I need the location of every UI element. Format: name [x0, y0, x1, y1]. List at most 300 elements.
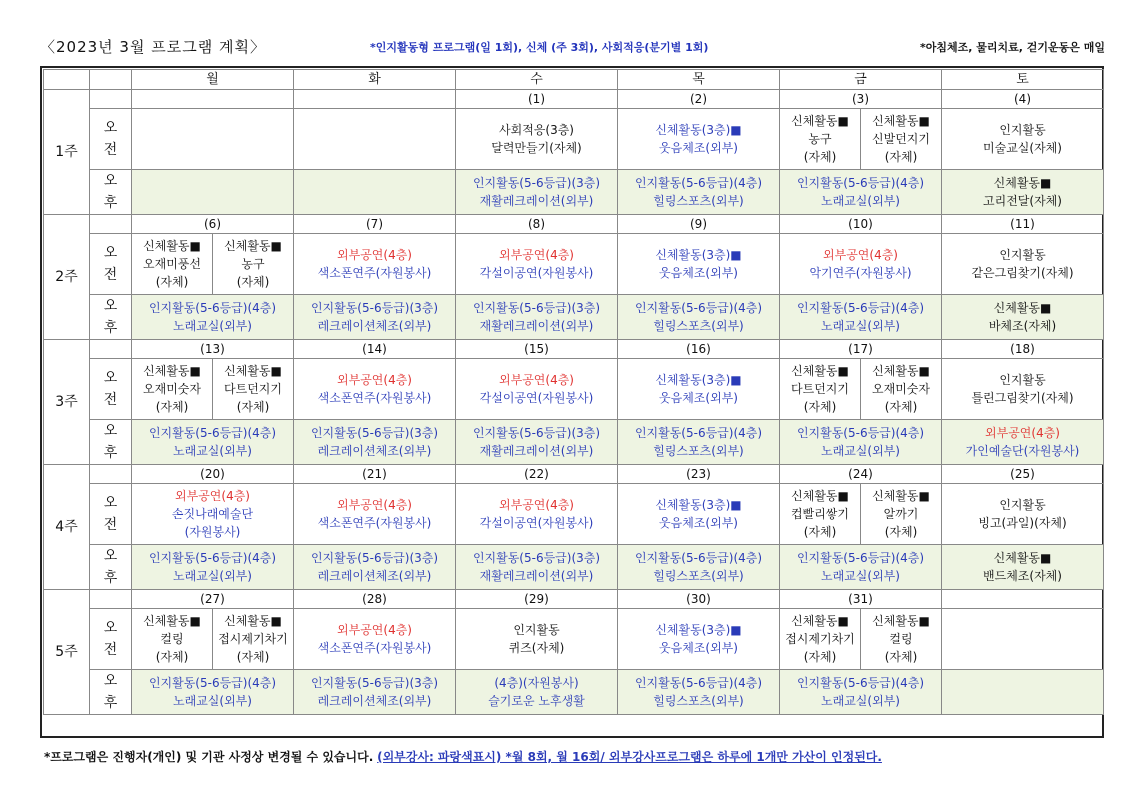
program-line: (자체)	[236, 275, 270, 289]
program-line: 노래교실(외부)	[173, 569, 252, 583]
program-cell	[456, 234, 618, 295]
program-cell	[132, 359, 294, 420]
program-line: 노래교실(외부)	[173, 319, 252, 333]
footer-external-note: (외부강사: 파랑색표시) *월 8회, 월 16회/ 외부강사프로그램은 하루에 1개만 가산이 인정된다.	[377, 750, 882, 764]
date-spacer	[90, 90, 132, 109]
program-line: 바체조(자체)	[988, 319, 1057, 333]
program-line: 인지활동	[999, 373, 1046, 387]
program-cell	[132, 295, 294, 340]
program-line: 신체활동■	[224, 239, 282, 253]
split-part	[132, 609, 213, 669]
program-line: 노래교실(외부)	[821, 194, 900, 208]
program-cell	[456, 484, 618, 545]
date-number: (22)	[456, 465, 618, 484]
program-line: 힐링스포츠(외부)	[653, 444, 744, 458]
program-cell	[618, 234, 780, 295]
date-spacer	[90, 215, 132, 234]
pm-label-bottom: 후	[103, 570, 118, 586]
program-line: 컬링	[889, 632, 913, 646]
day-header: 수	[456, 70, 618, 90]
date-row	[44, 215, 1104, 234]
program-cell	[456, 420, 618, 465]
program-line: 색소폰연주(자원봉사)	[317, 266, 432, 280]
program-cell	[294, 170, 456, 215]
date-number: (31)	[780, 590, 942, 609]
day-header-row	[44, 70, 1104, 90]
page-title: 〈2023년 3월 프로그램 계획〉	[40, 38, 266, 56]
week-label: 1주	[44, 90, 90, 215]
program-line: 인지활동(5-6등급)(4층)	[796, 676, 925, 690]
am-label	[90, 234, 132, 295]
split-part	[213, 609, 293, 669]
date-number: (16)	[618, 340, 780, 359]
program-line: 인지활동(5-6등급)(4층)	[634, 426, 763, 440]
program-cell	[942, 359, 1104, 420]
program-line: 오재미숫자	[872, 382, 930, 396]
program-line: 인지활동(5-6등급)(4층)	[796, 426, 925, 440]
am-label	[90, 359, 132, 420]
date-row	[44, 90, 1104, 109]
program-cell	[294, 420, 456, 465]
program-line: (자체)	[803, 400, 837, 414]
am-row	[44, 609, 1104, 670]
program-line: 인지활동(5-6등급)(3층)	[472, 176, 601, 190]
am-label-top: 오	[103, 120, 118, 136]
program-line: 농구	[808, 132, 832, 146]
am-label-bottom: 전	[103, 267, 118, 283]
am-label	[90, 109, 132, 170]
day-header: 금	[780, 70, 942, 90]
program-line: 오재미숫자	[143, 382, 201, 396]
program-line: 외부공연(4층)	[499, 498, 574, 512]
program-line: 인지활동	[513, 623, 560, 637]
date-row	[44, 590, 1104, 609]
program-line: 노래교실(외부)	[173, 694, 252, 708]
program-cell	[780, 295, 942, 340]
program-line: 재활레크레이션(외부)	[479, 194, 594, 208]
program-cell	[942, 420, 1104, 465]
program-line: (자체)	[803, 525, 837, 539]
program-line: 신체활동(3층)■	[655, 248, 742, 262]
program-line: 색소폰연주(자원봉사)	[317, 641, 432, 655]
program-line: 외부공연(4층)	[985, 426, 1060, 440]
program-cell	[456, 545, 618, 590]
program-line: (자체)	[884, 525, 918, 539]
program-cell	[780, 670, 942, 715]
program-line: 접시제기차기	[785, 632, 855, 646]
date-number: (17)	[780, 340, 942, 359]
split-cell	[132, 234, 293, 294]
program-line: 인지활동(5-6등급)(4층)	[148, 426, 277, 440]
program-line: 신체활동■	[993, 176, 1052, 190]
program-cell	[942, 484, 1104, 545]
am-label-bottom: 전	[103, 392, 118, 408]
program-line: 노래교실(외부)	[821, 444, 900, 458]
footer	[44, 748, 882, 765]
program-line: 힐링스포츠(외부)	[653, 569, 744, 583]
corner-cell	[90, 70, 132, 90]
program-line: (자체)	[803, 650, 837, 664]
program-line: (자체)	[884, 150, 918, 164]
program-line: 신체활동■	[791, 489, 849, 503]
program-line: 신체활동(3층)■	[655, 623, 742, 637]
program-cell	[618, 609, 780, 670]
program-line: 웃음체조(외부)	[659, 266, 738, 280]
program-line: 신체활동■	[872, 364, 930, 378]
date-number: (18)	[942, 340, 1104, 359]
program-cell	[942, 545, 1104, 590]
program-line: 접시제기차기	[218, 632, 288, 646]
program-line: 인지활동(5-6등급)(3층)	[472, 426, 601, 440]
date-number: (6)	[132, 215, 294, 234]
program-line: 악기연주(자원봉사)	[809, 266, 912, 280]
corner-cell	[44, 70, 90, 90]
program-line: 색소폰연주(자원봉사)	[317, 516, 432, 530]
day-header: 화	[294, 70, 456, 90]
split-cell	[780, 109, 941, 169]
date-number: (23)	[618, 465, 780, 484]
program-cell	[942, 295, 1104, 340]
program-cell	[780, 545, 942, 590]
pm-label-bottom: 후	[103, 320, 118, 336]
schedule-table	[43, 69, 1104, 715]
program-cell	[132, 670, 294, 715]
program-cell	[132, 609, 294, 670]
date-number: (3)	[780, 90, 942, 109]
program-line: 신발던지기	[872, 132, 930, 146]
am-label	[90, 484, 132, 545]
program-line: 외부공연(4층)	[499, 248, 574, 262]
split-part	[132, 359, 213, 419]
program-line: 인지활동(5-6등급)(3층)	[310, 676, 439, 690]
schedule-frame	[40, 66, 1104, 738]
am-label-bottom: 전	[103, 642, 118, 658]
program-cell	[780, 609, 942, 670]
program-cell	[618, 545, 780, 590]
pm-row	[44, 420, 1104, 465]
program-line: 퀴즈(자체)	[508, 641, 565, 655]
program-cell	[294, 295, 456, 340]
date-number: (7)	[294, 215, 456, 234]
program-line: 레크레이션체조(외부)	[317, 319, 432, 333]
program-line: 웃음체조(외부)	[659, 641, 738, 655]
program-line: 인지활동(5-6등급)(4층)	[148, 301, 277, 315]
program-line: 신체활동■	[143, 239, 201, 253]
program-line: 신체활동■	[872, 114, 930, 128]
program-line: (자체)	[884, 400, 918, 414]
program-line: 신체활동(3층)■	[655, 373, 742, 387]
program-line: 재활레크레이션(외부)	[479, 569, 594, 583]
program-line: 재활레크레이션(외부)	[479, 444, 594, 458]
program-line: 외부공연(4층)	[337, 623, 412, 637]
program-line: 밴드체조(자체)	[983, 569, 1062, 583]
program-cell	[942, 170, 1104, 215]
date-number: (28)	[294, 590, 456, 609]
program-line: 신체활동■	[791, 114, 849, 128]
date-spacer	[90, 590, 132, 609]
date-number: (29)	[456, 590, 618, 609]
program-line: (자체)	[155, 400, 189, 414]
date-spacer	[90, 340, 132, 359]
program-cell	[294, 609, 456, 670]
program-line: 인지활동(5-6등급)(3층)	[310, 301, 439, 315]
program-line: (자체)	[803, 150, 837, 164]
pm-label-top: 오	[103, 298, 118, 314]
program-line: 신체활동■	[993, 301, 1052, 315]
pm-label	[90, 670, 132, 715]
program-cell	[780, 109, 942, 170]
week-label: 2주	[44, 215, 90, 340]
date-number	[942, 590, 1104, 609]
am-label-top: 오	[103, 370, 118, 386]
program-cell	[132, 484, 294, 545]
program-cell	[456, 295, 618, 340]
program-line: 신체활동■	[224, 614, 282, 628]
program-line: 색소폰연주(자원봉사)	[317, 391, 432, 405]
program-cell	[456, 109, 618, 170]
program-cell	[780, 484, 942, 545]
date-number: (21)	[294, 465, 456, 484]
program-line: (4층)(자원봉사)	[494, 676, 579, 690]
program-line: 인지활동(5-6등급)(3층)	[310, 551, 439, 565]
footer-note: *프로그램은 진행자(개인) 및 기관 사정상 변경될 수 있습니다.	[44, 750, 374, 764]
split-part	[780, 484, 861, 544]
program-cell	[456, 170, 618, 215]
pm-row	[44, 295, 1104, 340]
program-cell	[618, 295, 780, 340]
program-cell	[618, 420, 780, 465]
program-line: 신체활동■	[143, 364, 201, 378]
am-row	[44, 359, 1104, 420]
program-frequency-note: *인지활동형 프로그램(일 1회), 신체 (주 3회), 사회적응(분기별 1회)	[370, 41, 709, 54]
pm-label-top: 오	[103, 548, 118, 564]
program-line: 인지활동(5-6등급)(4층)	[796, 551, 925, 565]
am-row	[44, 109, 1104, 170]
program-line: 빙고(과일)(자체)	[978, 516, 1067, 530]
program-cell	[132, 109, 294, 170]
program-line: 손짓나래예술단	[171, 507, 254, 521]
split-part	[780, 109, 861, 169]
pm-label-top: 오	[103, 423, 118, 439]
program-cell	[294, 359, 456, 420]
pm-row	[44, 670, 1104, 715]
pm-label-top: 오	[103, 173, 118, 189]
program-line: 다트던지기	[791, 382, 849, 396]
program-line: 같은그림찾기(자체)	[971, 266, 1074, 280]
program-cell	[942, 109, 1104, 170]
date-number: (13)	[132, 340, 294, 359]
program-line: 인지활동(5-6등급)(4층)	[634, 301, 763, 315]
program-line: 오재미풍선	[143, 257, 201, 271]
program-line: 레크레이션체조(외부)	[317, 694, 432, 708]
am-label-bottom: 전	[103, 517, 118, 533]
program-line: 고리전달(자체)	[983, 194, 1062, 208]
program-line: 재활레크레이션(외부)	[479, 319, 594, 333]
program-line: 인지활동(5-6등급)(4층)	[796, 176, 925, 190]
schedule-body	[44, 90, 1104, 715]
date-number: (10)	[780, 215, 942, 234]
program-cell	[294, 670, 456, 715]
program-cell	[294, 545, 456, 590]
program-line: 신체활동■	[143, 614, 201, 628]
date-row	[44, 465, 1104, 484]
program-line: 외부공연(4층)	[337, 373, 412, 387]
pm-row	[44, 545, 1104, 590]
date-number: (20)	[132, 465, 294, 484]
program-line: 인지활동(5-6등급)(4층)	[148, 551, 277, 565]
program-cell	[132, 234, 294, 295]
program-line: (자원봉사)	[184, 525, 241, 539]
program-line: 인지활동	[999, 123, 1046, 137]
program-line: 인지활동	[999, 248, 1046, 262]
split-part	[780, 359, 861, 419]
date-number: (25)	[942, 465, 1104, 484]
program-line: 인지활동(5-6등급)(4층)	[634, 676, 763, 690]
date-number: (1)	[456, 90, 618, 109]
day-header: 월	[132, 70, 294, 90]
program-line: 인지활동(5-6등급)(4층)	[634, 551, 763, 565]
program-line: 인지활동(5-6등급)(4층)	[634, 176, 763, 190]
date-number: (27)	[132, 590, 294, 609]
am-row	[44, 234, 1104, 295]
program-line: 웃음체조(외부)	[659, 141, 738, 155]
program-line: 외부공연(4층)	[823, 248, 898, 262]
program-line: 각설이공연(자원봉사)	[479, 266, 594, 280]
program-line: 신체활동(3층)■	[655, 123, 742, 137]
program-line: 신체활동(3층)■	[655, 498, 742, 512]
program-line: 사회적응(3층)	[499, 123, 574, 137]
program-cell	[132, 545, 294, 590]
program-cell	[942, 234, 1104, 295]
program-cell	[780, 234, 942, 295]
week-label: 5주	[44, 590, 90, 715]
date-number	[294, 90, 456, 109]
split-part	[861, 484, 941, 544]
program-line: 가인예술단(자원봉사)	[965, 444, 1080, 458]
date-number: (8)	[456, 215, 618, 234]
program-line: 농구	[241, 257, 265, 271]
program-cell	[132, 420, 294, 465]
program-line: 달력만들기(자체)	[491, 141, 582, 155]
am-label-bottom: 전	[103, 142, 118, 158]
am-label-top: 오	[103, 620, 118, 636]
page-header	[40, 36, 1105, 58]
date-number: (30)	[618, 590, 780, 609]
program-cell	[618, 359, 780, 420]
date-number: (24)	[780, 465, 942, 484]
date-number: (2)	[618, 90, 780, 109]
program-cell	[942, 670, 1104, 715]
program-line: 외부공연(4층)	[337, 248, 412, 262]
daily-activity-note: *아침체조, 물리치료, 걷기운동은 매일	[920, 41, 1105, 54]
date-number: (15)	[456, 340, 618, 359]
program-line: 노래교실(외부)	[821, 319, 900, 333]
program-cell	[780, 170, 942, 215]
program-cell	[294, 109, 456, 170]
program-cell	[456, 359, 618, 420]
program-cell	[942, 609, 1104, 670]
split-part	[213, 234, 293, 294]
program-cell	[294, 234, 456, 295]
program-line: 인지활동(5-6등급)(3층)	[472, 301, 601, 315]
pm-label	[90, 295, 132, 340]
program-line: 힐링스포츠(외부)	[653, 194, 744, 208]
week-label: 4주	[44, 465, 90, 590]
program-line: 외부공연(4층)	[175, 489, 250, 503]
program-line: 인지활동(5-6등급)(4층)	[148, 676, 277, 690]
pm-label-bottom: 후	[103, 445, 118, 461]
program-line: 신체활동■	[791, 614, 849, 628]
program-line: (자체)	[236, 400, 270, 414]
program-line: 알까기	[883, 507, 919, 521]
date-spacer	[90, 465, 132, 484]
date-number	[132, 90, 294, 109]
program-line: 외부공연(4층)	[337, 498, 412, 512]
day-header: 목	[618, 70, 780, 90]
program-line: 인지활동	[999, 498, 1046, 512]
am-label-top: 오	[103, 495, 118, 511]
pm-label	[90, 170, 132, 215]
program-line: 외부공연(4층)	[499, 373, 574, 387]
split-part	[861, 609, 941, 669]
split-cell	[132, 609, 293, 669]
program-line: 인지활동(5-6등급)(3층)	[310, 426, 439, 440]
program-line: (자체)	[236, 650, 270, 664]
pm-label	[90, 420, 132, 465]
program-line: 각설이공연(자원봉사)	[479, 391, 594, 405]
program-line: 힐링스포츠(외부)	[653, 319, 744, 333]
program-line: 인지활동(5-6등급)(4층)	[796, 301, 925, 315]
program-line: (자체)	[155, 275, 189, 289]
program-cell	[618, 670, 780, 715]
program-line: 각설이공연(자원봉사)	[479, 516, 594, 530]
pm-label-bottom: 후	[103, 695, 118, 711]
day-header: 토	[942, 70, 1104, 90]
program-cell	[618, 484, 780, 545]
program-line: (자체)	[155, 650, 189, 664]
program-line: 인지활동(5-6등급)(3층)	[472, 551, 601, 565]
program-cell	[780, 359, 942, 420]
program-line: 웃음체조(외부)	[659, 391, 738, 405]
program-line: 신체활동■	[993, 551, 1052, 565]
program-line: 컬링	[160, 632, 184, 646]
program-line: 웃음체조(외부)	[659, 516, 738, 530]
program-line: 틀린그림찾기(자체)	[971, 391, 1074, 405]
am-label	[90, 609, 132, 670]
program-line: 슬기로운 노후생활	[488, 694, 585, 708]
date-number: (11)	[942, 215, 1104, 234]
pm-row	[44, 170, 1104, 215]
split-part	[861, 109, 941, 169]
split-cell	[132, 359, 293, 419]
program-line: 힐링스포츠(외부)	[653, 694, 744, 708]
program-line: 신체활동■	[791, 364, 849, 378]
split-part	[861, 359, 941, 419]
program-line: 노래교실(외부)	[821, 694, 900, 708]
date-row	[44, 340, 1104, 359]
split-cell	[780, 484, 941, 544]
program-cell	[780, 420, 942, 465]
split-part	[780, 609, 861, 669]
program-line: 신체활동■	[224, 364, 282, 378]
program-cell	[456, 670, 618, 715]
program-line: 미술교실(자체)	[983, 141, 1062, 155]
pm-label	[90, 545, 132, 590]
week-label: 3주	[44, 340, 90, 465]
program-line: 신체활동■	[872, 489, 930, 503]
am-label-top: 오	[103, 245, 118, 261]
date-number: (9)	[618, 215, 780, 234]
